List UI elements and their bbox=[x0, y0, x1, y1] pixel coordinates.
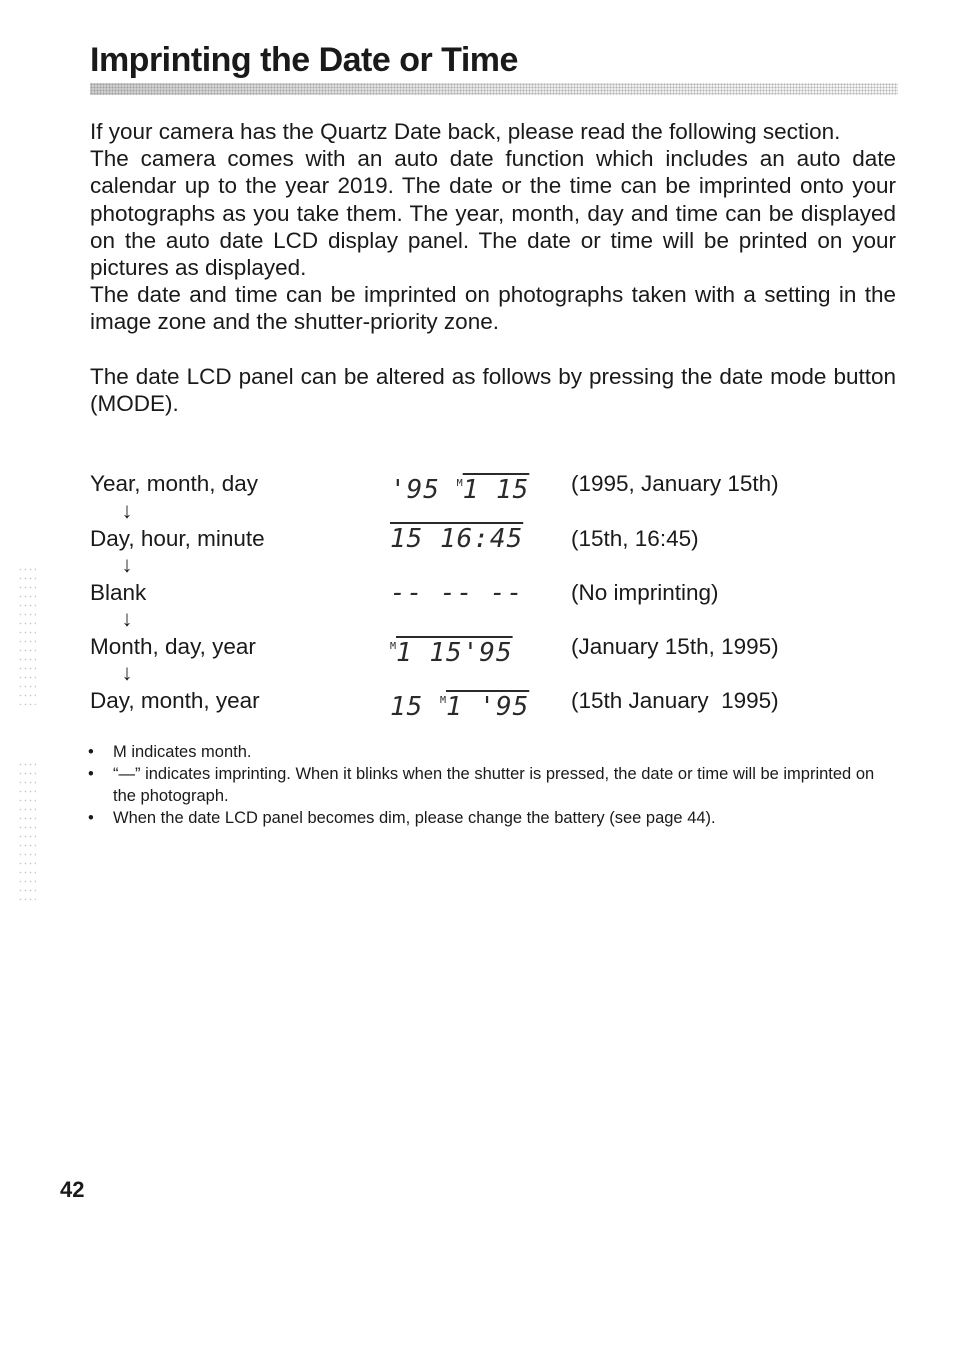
scan-speckle bbox=[18, 565, 36, 705]
mode-label: Month, day, year bbox=[90, 634, 256, 659]
lcd-display bbox=[390, 464, 530, 505]
bullet: • bbox=[88, 743, 94, 761]
down-arrow-icon: ↓ bbox=[121, 498, 133, 523]
lcd-segment: 1 15'95 bbox=[396, 638, 513, 668]
mode-description: (15th, 16:45) bbox=[571, 526, 699, 551]
page-number: 42 bbox=[60, 1177, 85, 1202]
note-item bbox=[88, 741, 898, 763]
bullet: • bbox=[88, 809, 94, 827]
lcd-month-marker: M bbox=[390, 641, 397, 652]
note-item bbox=[88, 807, 898, 829]
lcd-month-marker: M bbox=[456, 478, 463, 489]
lcd-segment: '95 bbox=[390, 475, 457, 505]
mode-row-blank bbox=[90, 577, 896, 617]
mode-label: Day, hour, minute bbox=[90, 526, 265, 551]
mode-description: (15th January 1995) bbox=[571, 688, 779, 713]
down-arrow-icon: ↓ bbox=[121, 660, 133, 685]
lcd-segment: 1 '95 bbox=[446, 692, 530, 722]
lcd-month-marker: M bbox=[439, 695, 446, 706]
mode-description: (No imprinting) bbox=[571, 580, 719, 605]
note-text: When the date LCD panel becomes dim, please change the battery (see page 44). bbox=[113, 809, 716, 827]
lcd-segment: -- -- -- bbox=[390, 578, 524, 608]
mode-label: Year, month, day bbox=[90, 471, 259, 496]
mode-row-year-month-day bbox=[90, 468, 896, 508]
mode-description: (1995, January 15th) bbox=[571, 471, 779, 496]
lcd-segment: 15 16:45 bbox=[390, 524, 524, 554]
down-arrow-icon: ↓ bbox=[121, 552, 133, 577]
lcd-segment: 1 15 bbox=[462, 475, 530, 505]
mode-label: Blank bbox=[90, 580, 147, 605]
page-title: Imprinting the Date or Time bbox=[90, 41, 518, 79]
lcd-display bbox=[390, 519, 524, 559]
scan-speckle bbox=[18, 760, 36, 900]
down-arrow-icon: ↓ bbox=[121, 606, 133, 631]
intro-paragraph-2: The camera comes with an auto date function which includes an auto date calendar up to the year 2019. The date or the time can be imprinted onto your photographs as you take them. The year, month, day and time can be displayed on the auto date LCD display panel. The date or time will be printed on your pictures as displayed. bbox=[90, 146, 896, 281]
lcd-segment: 15 bbox=[390, 692, 440, 722]
note-text: “—” indicates imprinting. When it blinks when the shutter is pressed, the date or time will be imprinted on the photograph. bbox=[113, 765, 875, 805]
mode-row-month-day-year bbox=[90, 631, 896, 671]
note-text: M indicates month. bbox=[113, 743, 252, 761]
intro-paragraph-3: The date and time can be imprinted on photographs taken with a setting in the image zone and the shutter-priority zone. bbox=[90, 282, 896, 335]
mode-label: Day, month, year bbox=[90, 688, 260, 713]
mode-row-day-month-year bbox=[90, 685, 896, 725]
intro-paragraph-4: The date LCD panel can be altered as follows by pressing the date mode button (MODE). bbox=[90, 363, 896, 416]
intro-paragraph-1: If your camera has the Quartz Date back, please read the following section. bbox=[90, 119, 841, 144]
lcd-display bbox=[390, 573, 524, 613]
mode-row-day-hour-minute bbox=[90, 523, 896, 563]
notes-list bbox=[88, 741, 898, 829]
bullet: • bbox=[88, 765, 94, 783]
note-item bbox=[88, 763, 898, 807]
title-underline-rule bbox=[90, 83, 898, 95]
mode-description: (January 15th, 1995) bbox=[571, 634, 779, 659]
lcd-display bbox=[390, 627, 520, 667]
lcd-display bbox=[390, 681, 530, 722]
intro-text bbox=[90, 118, 896, 417]
